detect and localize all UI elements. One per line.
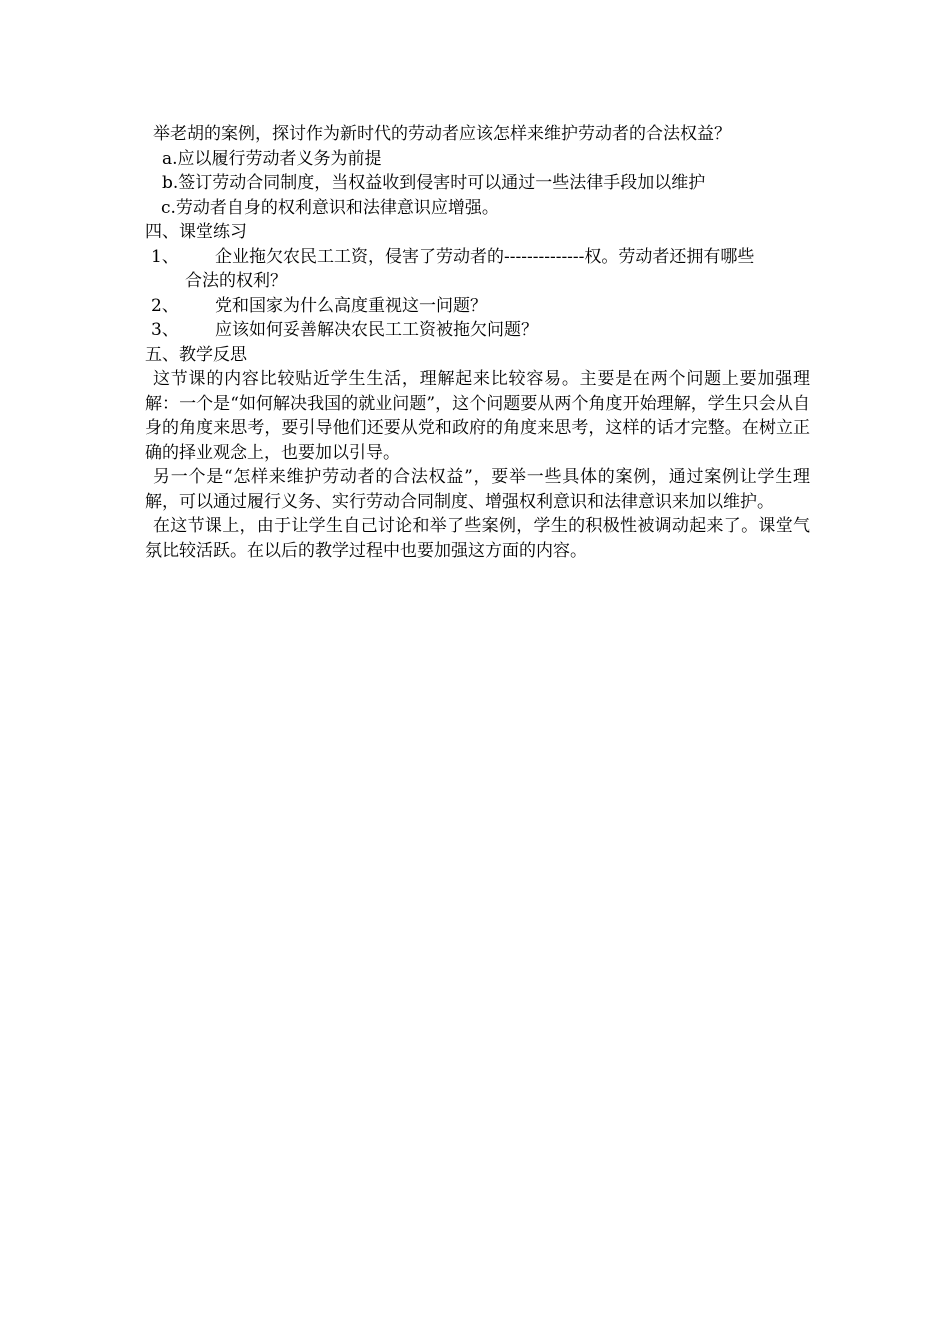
case-intro: 举老胡的案例，探讨作为新时代的劳动者应该怎样来维护劳动者的合法权益？ (153, 124, 731, 144)
question-2 (145, 294, 810, 319)
question-3-number: 3、 (151, 320, 179, 340)
question-2-number: 2、 (151, 295, 179, 316)
question-1-continuation: 合法的权利？ (185, 271, 287, 291)
question-1-number: 1、 (151, 246, 179, 267)
question-3 (145, 318, 810, 343)
case-point-b: b.签订劳动合同制度，当权益收到侵害时可以通过一些法律手段加以维护 (162, 173, 706, 193)
case-point-c: c.劳动者自身的权利意识和法律意识应增强。 (161, 197, 499, 218)
question-1-text: 企业拖欠农民工工资，侵害了劳动者的--------------权。劳动者还拥有哪些 (215, 246, 755, 267)
question-1 (145, 245, 810, 270)
reflection-paragraph-1: 这节课的内容比较贴近学生生活，理解起来比较容易。主要是在两个问题上要加强理解：一个是“如何解决我国的就业问题”，这个问题要从两个角度开始理解，学生只会从自身的角度来思考，要引导他们还要从党和政府的角度来思考，这样的话才完整。在树立正确的择业观念上，也要加以引导。 (145, 369, 810, 463)
case-point-a: a.应以履行劳动者义务为前提 (162, 148, 382, 169)
section5-heading: 五、教学反思 (145, 344, 247, 365)
question-3-text: 应该如何妥善解决农民工工资被拖欠问题？ (215, 320, 538, 340)
question-2-text: 党和国家为什么高度重视这一问题？ (215, 295, 487, 316)
document-body (145, 122, 810, 563)
reflection-paragraph-3: 在这节课上，由于让学生自己讨论和举了些案例，学生的积极性被调动起来了。课堂气氛比较活跃。在以后的教学过程中也要加强这方面的内容。 (145, 516, 810, 561)
section4-heading: 四、课堂练习 (145, 222, 247, 242)
reflection-paragraph-2: 另一个是“怎样来维护劳动者的合法权益”，要举一些具体的案例，通过案例让学生理解，可以通过履行义务、实行劳动合同制度、增强权利意识和法律意识来加以维护。 (145, 467, 810, 512)
